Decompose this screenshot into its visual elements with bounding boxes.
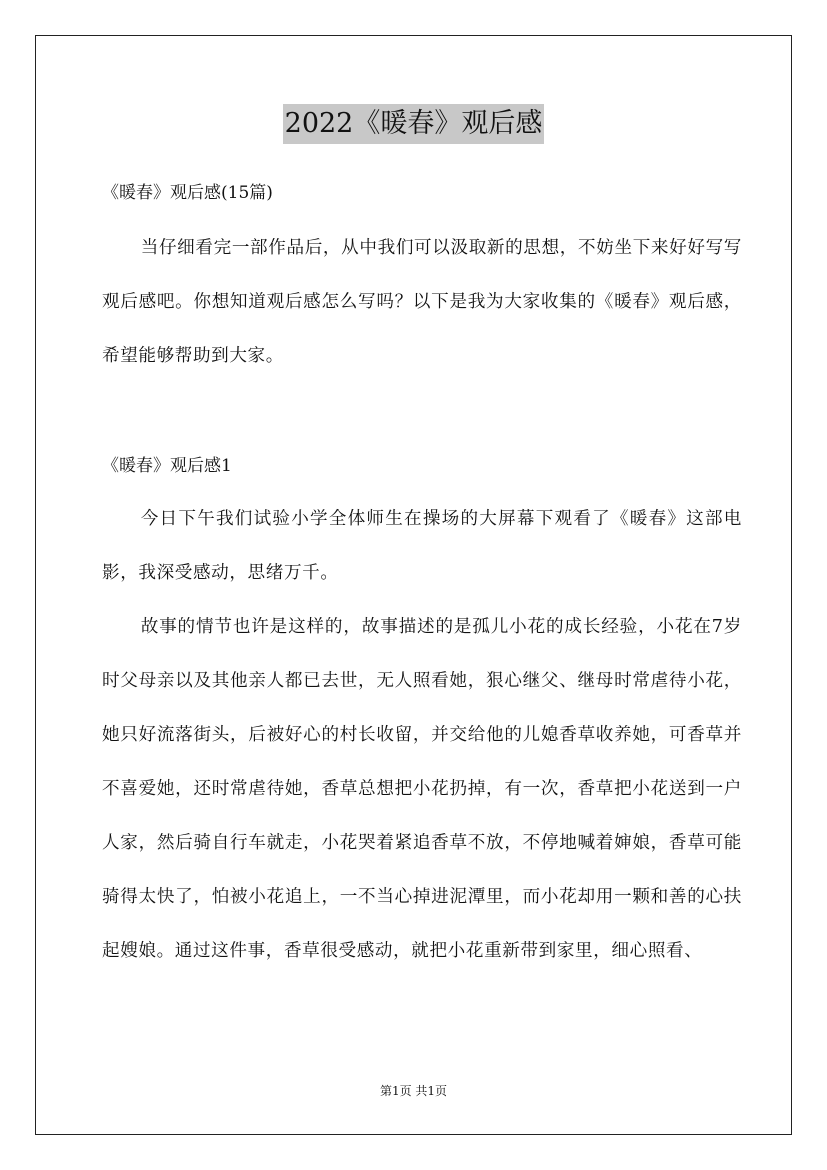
intro-paragraph: 当仔细看完一部作品后，从中我们可以汲取新的思想，不妨坐下来好好写写观后感吧。你想知道观后感怎么写吗？以下是我为大家收集的《暖春》观后感，希望能够帮助到大家。 [102,238,742,366]
body-paragraph: 故事的情节也许是这样的，故事描述的是孤儿小花的成长经验，小花在7岁时父母亲以及其他亲人都已去世，无人照看她，狠心继父、继母时常虐待小花，她只好流落街头，后被好心的村长收留，并交给他的儿媳香草收养她，可香草并不喜爱她，还时常虐待她，香草总想把小花扔掉，有一次，香草把小花送到一户人家，然后骑自行车就走，小花哭着紧追香草不放，不停地喊着婶娘，香草可能骑得太快了，怕被小花追上，一不当心掉进泥潭里，而小花却用一颗和善的心扶起嫂娘。通过这件事，香草很受感动，就把小花重新带到家里，细心照看、 [102,617,742,961]
page-footer: 第1页 共1页 [379,1084,448,1098]
section-heading: 《暖春》观后感1 [102,456,232,476]
document-title [0,102,827,144]
document-subtitle: 《暖春》观后感(15篇) [102,183,273,203]
document-title-text: 2022《暖春》观后感 [283,104,545,144]
body-paragraph: 今日下午我们试验小学全体师生在操场的大屏幕下观看了《暖春》这部电影，我深受感动，思绪万千。 [102,509,742,583]
